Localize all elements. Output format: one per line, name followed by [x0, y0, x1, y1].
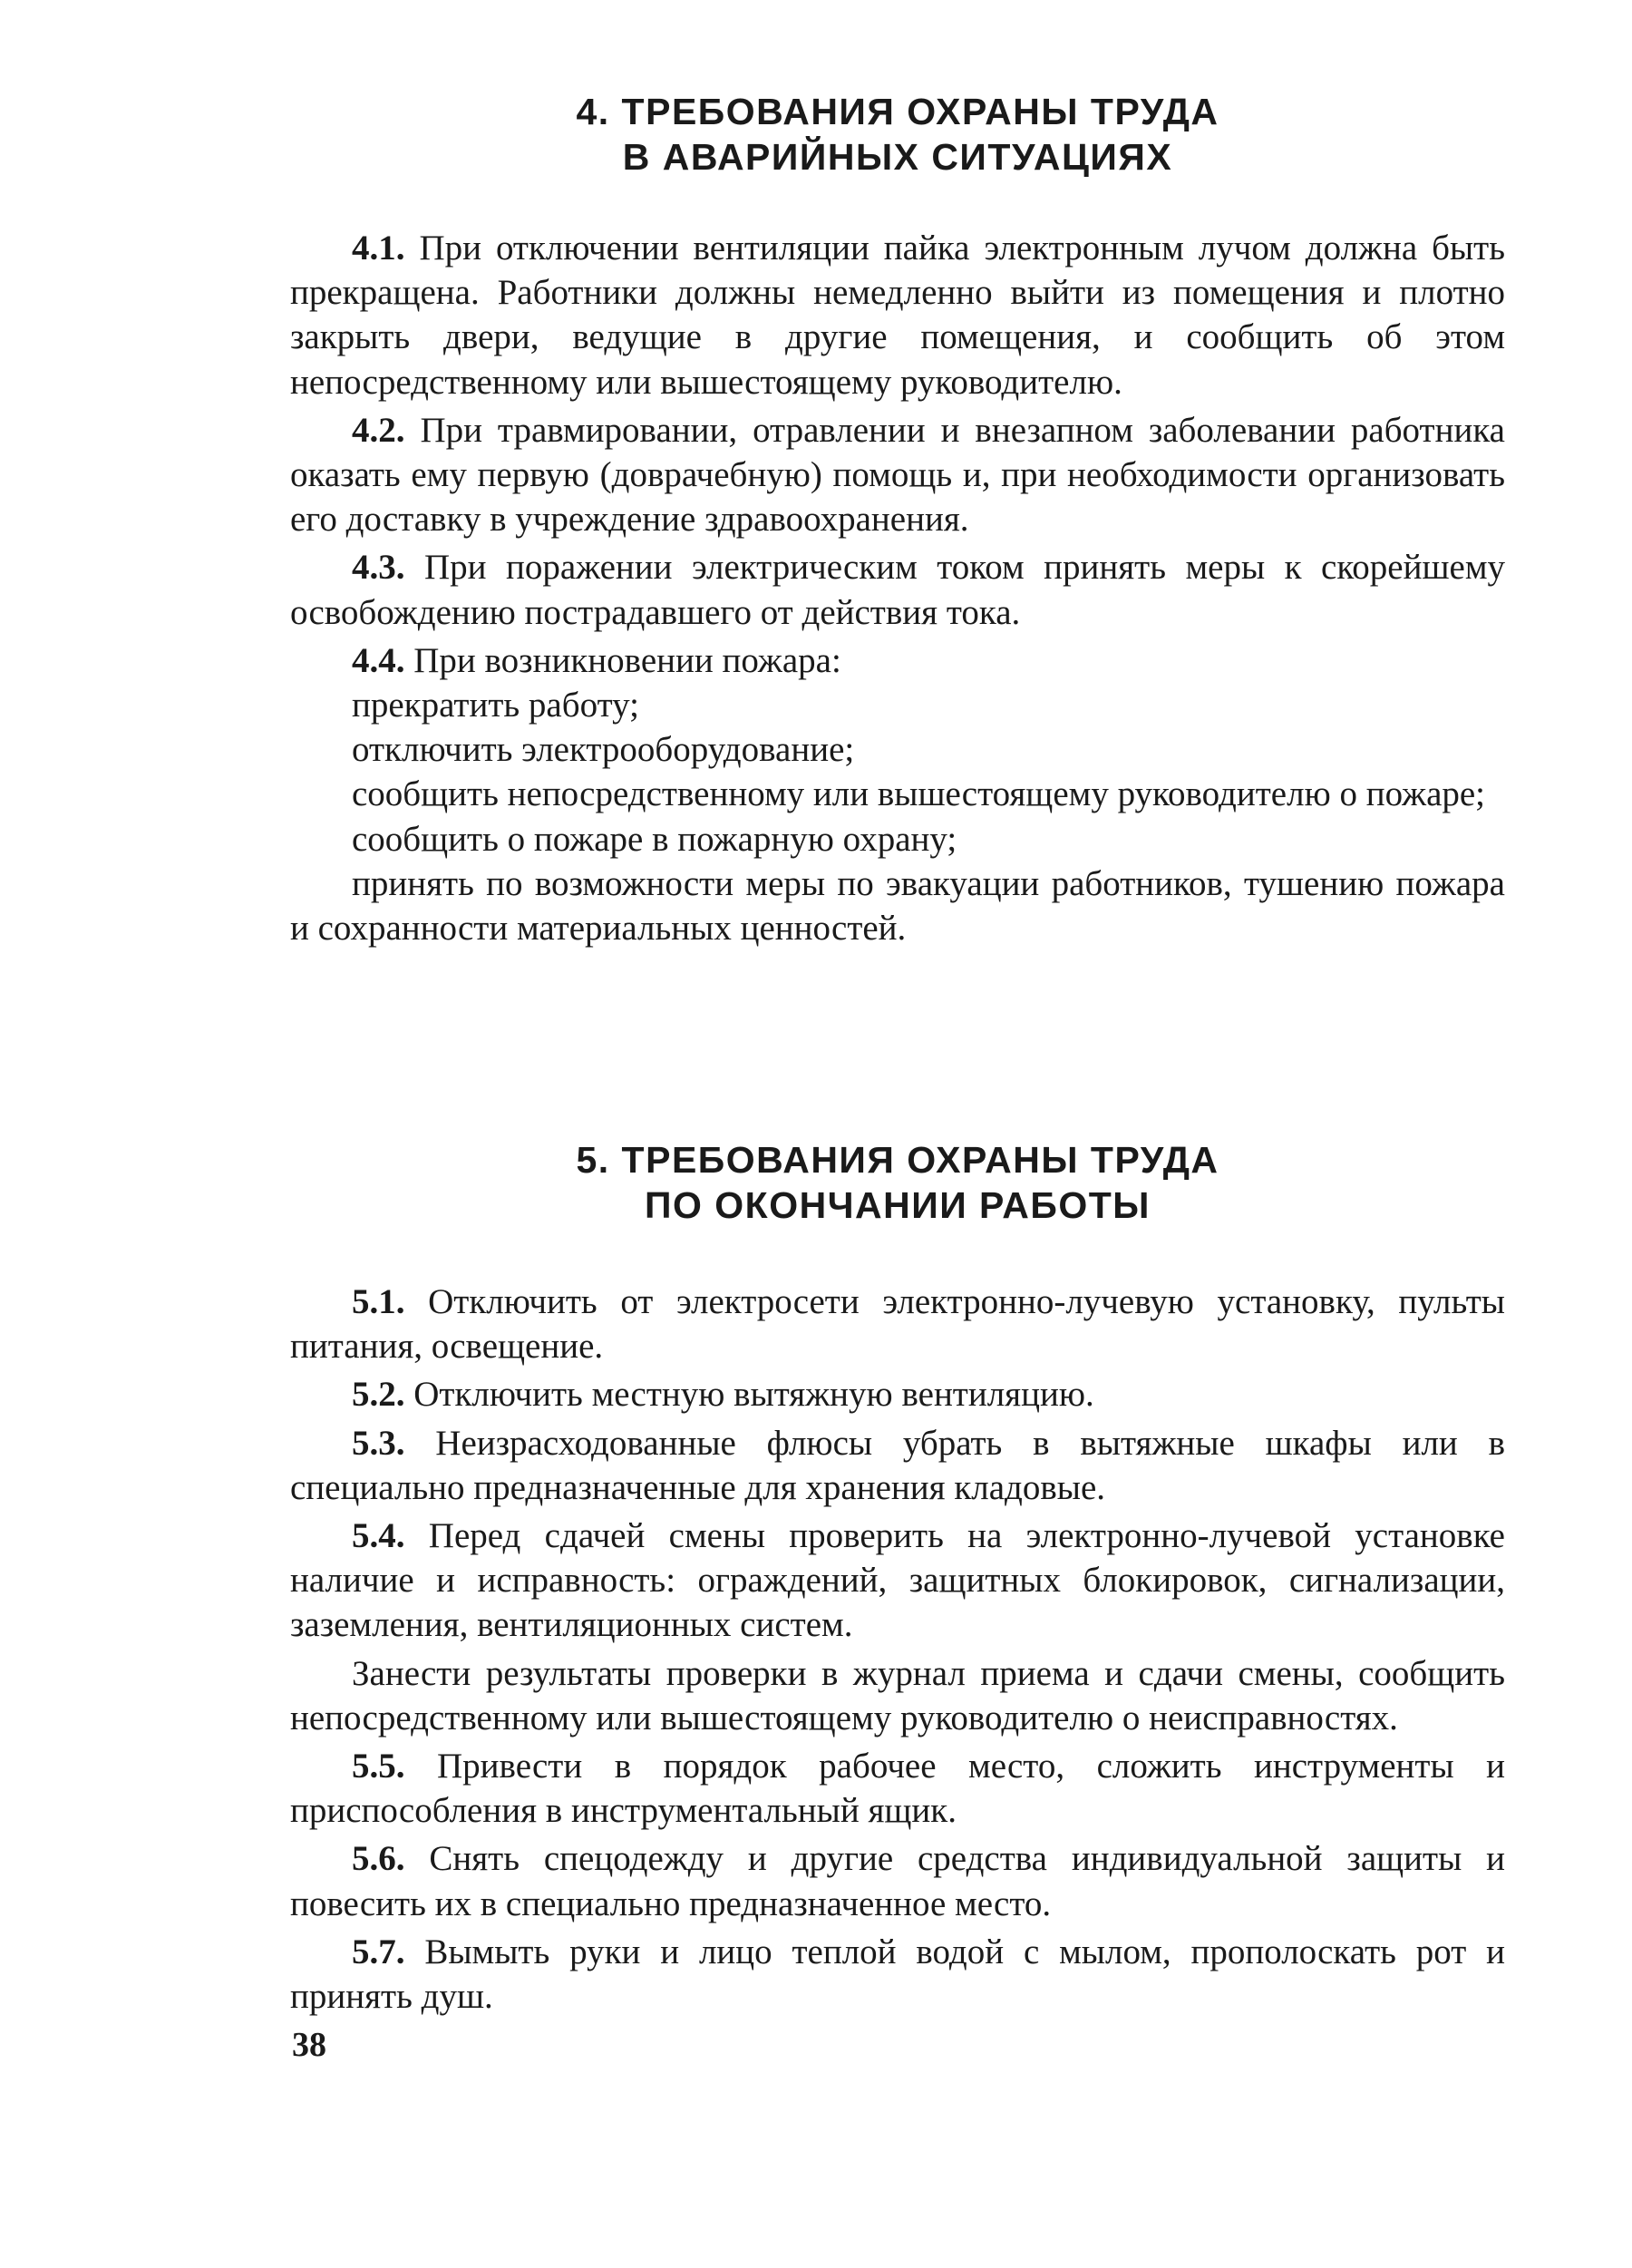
section-5-heading-line-1: 5. ТРЕБОВАНИЯ ОХРАНЫ ТРУДА — [576, 1139, 1219, 1181]
paragraph-number: 5.3. — [352, 1423, 405, 1463]
paragraph-number: 5.2. — [352, 1375, 405, 1415]
paragraph-number: 4.4. — [352, 640, 405, 680]
paragraph-5-5 — [290, 1744, 1505, 1833]
paragraph-text: Неизрасходованные флюсы убрать в вытяжные шкафы или в специально предназначенные для хранения кладовые. — [290, 1423, 1505, 1507]
section-5-body — [290, 1280, 1505, 2019]
paragraph-4-3 — [290, 545, 1505, 634]
page-number: 38 — [292, 2026, 326, 2064]
paragraph-5-7 — [290, 1930, 1505, 2019]
paragraph-5-3 — [290, 1421, 1505, 1510]
section-5-heading — [290, 1137, 1505, 1228]
paragraph-text: Отключить от электросети электронно-лучевую установку, пульты питания, освещение. — [290, 1282, 1505, 1367]
section-4-body — [290, 226, 1505, 950]
paragraph-text: При отключении вентиляции пайка электронным лучом должна быть прекращена. Работники должны немедленно выйти из помещения и плотно закрыть двери, ведущие в другие помещения, и сообщить об этом непосредственному или вышестоящему руководителю. — [290, 229, 1505, 402]
paragraph-text: Снять спецодежду и другие средства индивидуальной защиты и повесить их в специально предназначенное место. — [290, 1839, 1505, 1923]
list-item: сообщить непосредственному или вышестоящему руководителю о пожаре; — [352, 774, 1486, 814]
list-item: прекратить работу; — [352, 686, 639, 725]
paragraph-4-4 — [290, 638, 1505, 683]
paragraph-text: Отключить местную вытяжную вентиляцию. — [404, 1375, 1094, 1415]
paragraph-text: Вымыть руки и лицо теплой водой с мылом, прополоскать рот и принять душ. — [290, 1932, 1505, 2017]
paragraph-4-1 — [290, 226, 1505, 404]
paragraph-number: 5.1. — [352, 1282, 405, 1321]
section-4-heading-line-1: 4. ТРЕБОВАНИЯ ОХРАНЫ ТРУДА — [576, 91, 1219, 132]
paragraph-5-1 — [290, 1280, 1505, 1368]
paragraph-5-6 — [290, 1836, 1505, 1925]
paragraph-number: 5.5. — [352, 1747, 405, 1786]
paragraph-5-4 — [290, 1514, 1505, 1648]
paragraph-5-4-note: Занести результаты проверки в журнал приема и сдачи смены, сообщить непосредственному или вышестоящему руководителю о неисправностях. — [290, 1653, 1505, 1738]
paragraph-number: 5.6. — [352, 1839, 405, 1879]
paragraph-text: Перед сдачей смены проверить на электронно-лучевой установке наличие и исправность: ограждений, защитных блокировок, сигнализации, заземления, вентиляционных систем. — [290, 1516, 1505, 1645]
paragraph-number: 4.1. — [352, 229, 405, 268]
paragraph-4-2 — [290, 408, 1505, 542]
section-4-heading-line-2: В АВАРИЙНЫХ СИТУАЦИЯХ — [622, 136, 1173, 178]
paragraph-5-2 — [290, 1372, 1505, 1416]
list-item: принять по возможности меры по эвакуации работников, тушению пожара и сохранности материальных ценностей. — [290, 863, 1505, 949]
paragraph-number: 5.4. — [352, 1516, 405, 1556]
paragraph-number: 4.3. — [352, 548, 405, 588]
list-item: сообщить о пожаре в пожарную охрану; — [352, 819, 957, 859]
list-item: отключить электрооборудование; — [352, 730, 855, 770]
paragraph-number: 4.2. — [352, 410, 405, 450]
paragraph-number: 5.7. — [352, 1932, 405, 1971]
paragraph-text: При возникновении пожара: — [404, 640, 841, 680]
section-4-heading — [290, 89, 1505, 180]
paragraph-text: При травмировании, отравлении и внезапном заболевании работника оказать ему первую (доврачебную) помощь и, при необходимости организовать его доставку в учреждение здравоохранения. — [290, 410, 1505, 540]
section-5-heading-line-2: ПО ОКОНЧАНИИ РАБОТЫ — [645, 1184, 1151, 1226]
paragraph-text: При поражении электрическим током принять меры к скорейшему освобождению пострадавшего от действия тока. — [290, 548, 1505, 632]
paragraph-text: Привести в порядок рабочее место, сложить инструменты и приспособления в инструментальный ящик. — [290, 1747, 1505, 1831]
